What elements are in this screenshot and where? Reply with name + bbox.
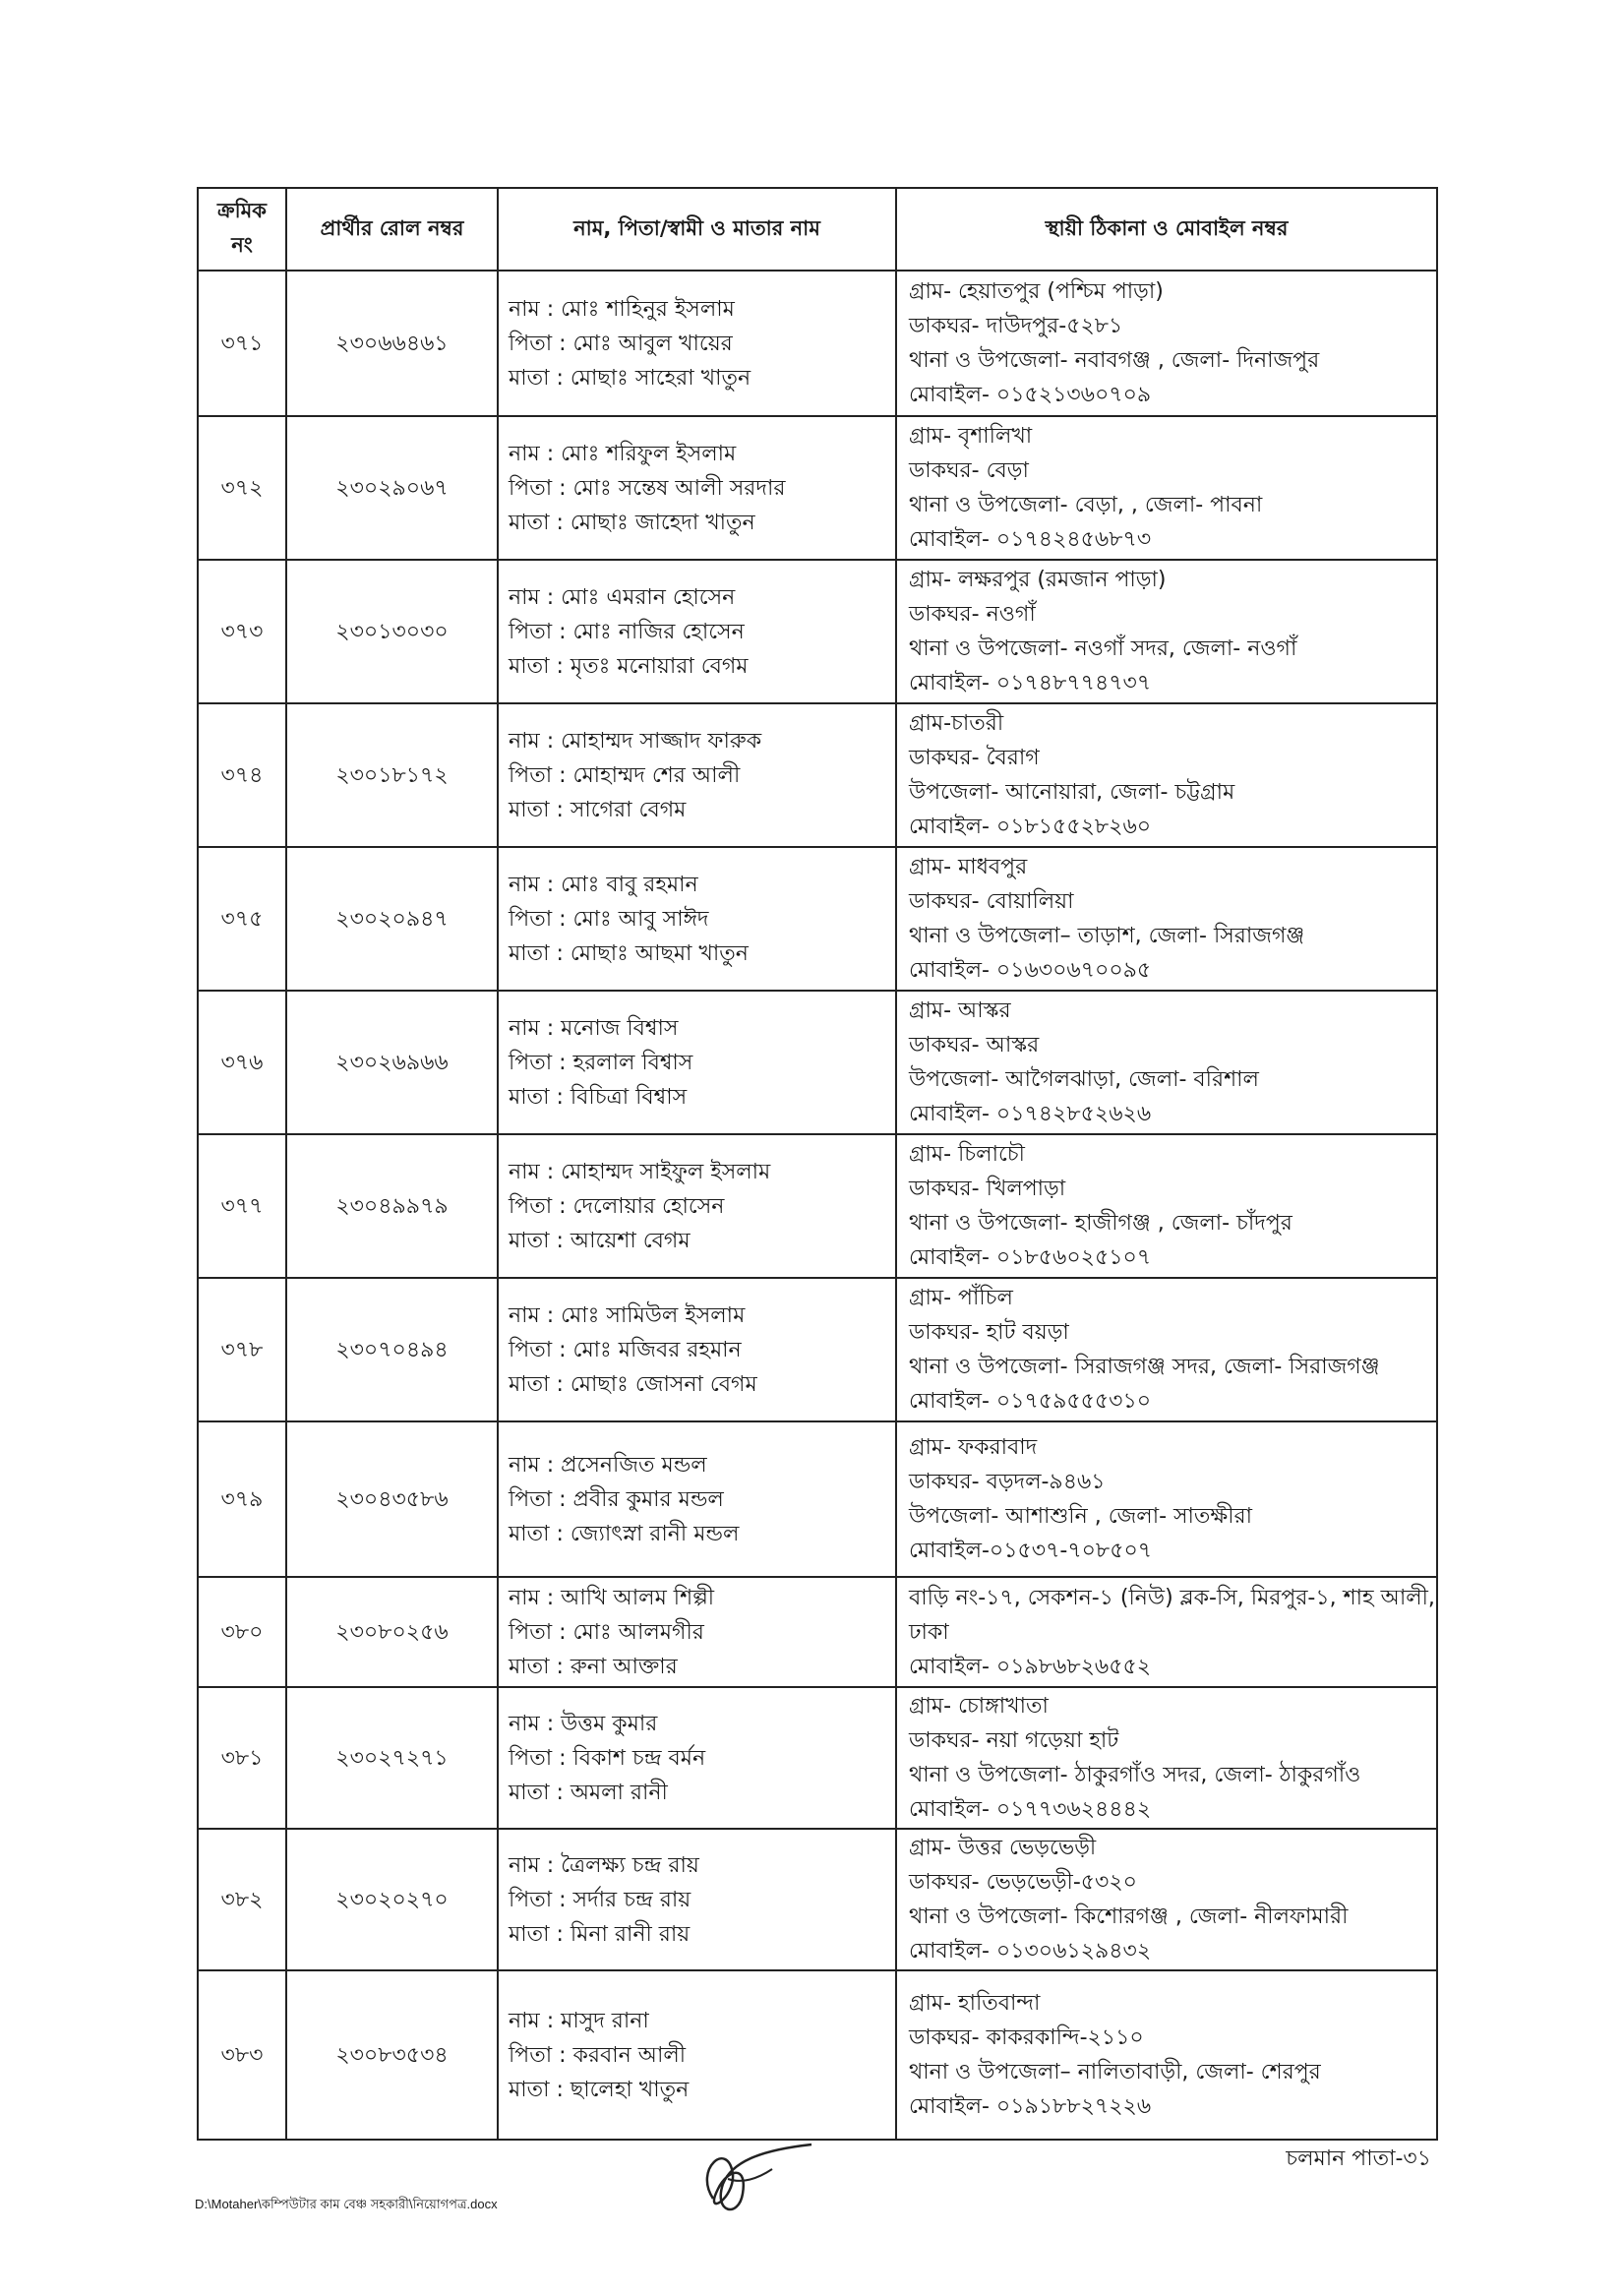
mother-name: মাতা : অমলা রানী xyxy=(509,1780,668,1805)
address-line: ডাকঘর- দাউদপুর-৫২৮১ xyxy=(909,314,1123,338)
address-line: থানা ও উপজেলা- ঠাকুরগাঁও সদর, জেলা- ঠাকুরগাঁও xyxy=(909,1763,1361,1787)
candidate-name: নাম : মনোজ বিশ্বাস xyxy=(509,1015,679,1041)
candidate-name: নাম : মোঃ শরিফুল ইসলাম xyxy=(509,441,737,466)
roll-number-cell: ২৩০১৩০৩০ xyxy=(286,560,498,703)
file-path-footer: D:\Motaher\কম্পিউটার কাম বেঞ্চ সহকারী\নিয়োগপত্র.docx xyxy=(195,2197,498,2211)
address-line: গ্রাম- ফকরাবাদ xyxy=(909,1435,1038,1460)
father-name: পিতা : মোহাম্মদ শের আলী xyxy=(509,762,741,788)
signature-mark xyxy=(674,2130,831,2228)
address-line: থানা ও উপজেলা- নওগাঁ সদর, জেলা- নওগাঁ xyxy=(909,636,1297,661)
address-cell xyxy=(896,1134,1437,1278)
serial-cell: ৩৮৩ xyxy=(198,1970,286,2140)
address-line: উপজেলা- আগৈলঝাড়া, জেলা- বরিশাল xyxy=(909,1067,1259,1092)
address-line: মোবাইল- ০১৯১৮৮২৭২২৬ xyxy=(909,2094,1152,2119)
table-row xyxy=(198,1687,1437,1829)
names-cell xyxy=(498,1421,896,1577)
address-line: ডাকঘর- খিলপাড়া xyxy=(909,1177,1066,1201)
father-name: পিতা : সর্দার চন্দ্র রায় xyxy=(509,1887,691,1912)
names-cell xyxy=(498,1829,896,1970)
address-cell xyxy=(896,560,1437,703)
address-cell xyxy=(896,416,1437,560)
address-line: গ্রাম- বৃশালিখা xyxy=(909,424,1033,449)
table-row xyxy=(198,991,1437,1134)
address-line: মোবাইল- ০১৭৪২৪৫৬৮৭৩ xyxy=(909,527,1152,552)
mother-name: মাতা : মোছাঃ সাহেরা খাতুন xyxy=(509,365,751,391)
address-line: মোবাইল- ০১৭৪২৮৫২৬২৬ xyxy=(909,1102,1152,1126)
candidate-name: নাম : মোঃ শাহিনুর ইসলাম xyxy=(509,296,735,322)
address-line: গ্রাম- লক্ষরপুর (রমজান পাড়া) xyxy=(909,568,1167,592)
roll-number-cell: ২৩০৬৬৪৬১ xyxy=(286,271,498,416)
father-name: পিতা : দেলোয়ার হোসেন xyxy=(509,1193,725,1219)
roll-number-cell: ২৩০২৭২৭১ xyxy=(286,1687,498,1829)
father-name: পিতা : মোঃ আবু সাঈদ xyxy=(509,906,709,932)
names-cell xyxy=(498,991,896,1134)
address-line: উপজেলা- আনোয়ারা, জেলা- চট্টগ্রাম xyxy=(909,780,1235,805)
table-row xyxy=(198,1134,1437,1278)
header-serial: ক্রমিক নং xyxy=(198,188,286,271)
address-cell xyxy=(896,1970,1437,2140)
address-cell xyxy=(896,1687,1437,1829)
address-cell xyxy=(896,1577,1437,1687)
address-line: ডাকঘর- নয়া গড়েয়া হাট xyxy=(909,1728,1119,1753)
table-row xyxy=(198,1421,1437,1577)
names-cell xyxy=(498,271,896,416)
address-line: বাড়ি নং-১৭, সেকশন-১ (নিউ) ব্লক-সি, মিরপুর-১, শাহ আলী, ঢাকা xyxy=(909,1585,1435,1645)
address-line: মোবাইল- ০১৭৭৩৬২৪৪৪২ xyxy=(909,1797,1152,1822)
address-line: থানা ও উপজেলা– তাড়াশ, জেলা- সিরাজগঞ্জ xyxy=(909,924,1305,948)
address-line: গ্রাম- হাতিবান্দা xyxy=(909,1991,1041,2016)
address-line: গ্রাম- আস্কর xyxy=(909,998,1011,1023)
address-cell xyxy=(896,1829,1437,1970)
father-name: পিতা : মোঃ মজিবর রহমান xyxy=(509,1337,742,1362)
address-line: ডাকঘর- বেড়া xyxy=(909,458,1029,483)
serial-cell: ৩৮০ xyxy=(198,1577,286,1687)
father-name: পিতা : মোঃ সন্তেষ আলী সরদার xyxy=(509,475,786,501)
names-cell xyxy=(498,703,896,847)
address-cell xyxy=(896,1278,1437,1421)
address-cell xyxy=(896,703,1437,847)
candidate-name: নাম : আখি আলম শিল্পী xyxy=(509,1585,715,1610)
roll-number-cell: ২৩০২০২৭০ xyxy=(286,1829,498,1970)
candidate-name: নাম : উত্তম কুমার xyxy=(509,1711,658,1736)
names-cell xyxy=(498,1687,896,1829)
address-line: মোবাইল- ০১৮১৫৫২৮২৬০ xyxy=(909,815,1152,839)
address-line: ডাকঘর- বড়দল-৯৪৬১ xyxy=(909,1470,1106,1494)
candidate-name: নাম : মোহাম্মদ সাজ্জাদ ফারুক xyxy=(509,728,762,754)
candidate-name: নাম : মোহাম্মদ সাইফুল ইসলাম xyxy=(509,1159,771,1184)
serial-cell: ৩৭৪ xyxy=(198,703,286,847)
table-body xyxy=(198,271,1437,2140)
address-line: ডাকঘর- বোয়ালিয়া xyxy=(909,889,1074,914)
roll-number-cell: ২৩০২৯০৬৭ xyxy=(286,416,498,560)
address-line: গ্রাম- মাধবপুর xyxy=(909,855,1028,879)
father-name: পিতা : হরলাল বিশ্বাস xyxy=(509,1050,693,1075)
mother-name: মাতা : রুনা আক্তার xyxy=(509,1654,678,1679)
serial-cell: ৩৭৬ xyxy=(198,991,286,1134)
names-cell xyxy=(498,1970,896,2140)
roll-number-cell: ২৩০৪৩৫৮৬ xyxy=(286,1421,498,1577)
address-line: থানা ও উপজেলা- বেড়া, , জেলা- পাবনা xyxy=(909,493,1263,517)
mother-name: মাতা : মোছাঃ জাহেদা খাতুন xyxy=(509,510,755,535)
names-cell xyxy=(498,1278,896,1421)
candidate-name: নাম : মোঃ এমরান হোসেন xyxy=(509,584,736,610)
candidate-name: নাম : মোঃ সামিউল ইসলাম xyxy=(509,1302,746,1328)
address-line: ডাকঘর- হাট বয়ড়া xyxy=(909,1320,1069,1345)
candidate-table xyxy=(197,187,1438,2141)
names-cell xyxy=(498,416,896,560)
roll-number-cell: ২৩০৮৩৫৩৪ xyxy=(286,1970,498,2140)
table-row xyxy=(198,1829,1437,1970)
address-line: থানা ও উপজেলা- সিরাজগঞ্জ সদর, জেলা- সিরাজগঞ্জ xyxy=(909,1355,1380,1379)
address-line: মোবাইল- ০১৬৩০৬৭০০৯৫ xyxy=(909,958,1152,983)
address-line: ডাকঘর- কাকরকান্দি-২১১০ xyxy=(909,2025,1144,2050)
candidate-name: নাম : মাসুদ রানা xyxy=(509,2008,649,2033)
address-line: থানা ও উপজেলা- নবাবগঞ্জ , জেলা- দিনাজপুর xyxy=(909,348,1320,373)
serial-cell: ৩৭৫ xyxy=(198,847,286,991)
father-name: পিতা : মোঃ আবুল খায়ের xyxy=(509,331,733,356)
candidate-name: নাম : ত্রৈলক্ষ্য চন্দ্র রায় xyxy=(509,1852,699,1878)
roll-number-cell: ২৩০৭০৪৯৪ xyxy=(286,1278,498,1421)
address-line: ডাকঘর- ভেড়ভেড়ী-৫৩২০ xyxy=(909,1870,1137,1895)
serial-cell: ৩৭১ xyxy=(198,271,286,416)
address-line: থানা ও উপজেলা– নালিতাবাড়ী, জেলা- শেরপুর xyxy=(909,2060,1321,2085)
mother-name: মাতা : মোছাঃ আছমা খাতুন xyxy=(509,940,749,966)
mother-name: মাতা : আয়েশা বেগম xyxy=(509,1228,691,1253)
page-continuation-label: চলমান পাতা-৩১ xyxy=(1286,2146,1431,2171)
address-line: থানা ও উপজেলা- হাজীগঞ্জ , জেলা- চাঁদপুর xyxy=(909,1211,1292,1236)
address-line: গ্রাম- পাঁচিল xyxy=(909,1286,1013,1310)
address-line: মোবাইল- ০১৭৪৮৭৭৪৭৩৭ xyxy=(909,671,1152,695)
father-name: পিতা : মোঃ নাজির হোসেন xyxy=(509,619,745,644)
table-header-row xyxy=(198,188,1437,271)
father-name: পিতা : বিকাশ চন্দ্র বর্মন xyxy=(509,1745,706,1771)
table-row xyxy=(198,416,1437,560)
address-cell xyxy=(896,991,1437,1134)
table-row xyxy=(198,703,1437,847)
address-line: মোবাইল- ০১৮৫৬০২৫১০৭ xyxy=(909,1245,1152,1270)
names-cell xyxy=(498,847,896,991)
header-names: নাম, পিতা/স্বামী ও মাতার নাম xyxy=(498,188,896,271)
mother-name: মাতা : বিচিত্রা বিশ্বাস xyxy=(509,1084,688,1110)
candidate-name: নাম : মোঃ বাবু রহমান xyxy=(509,872,698,897)
address-line: ডাকঘর- আস্কর xyxy=(909,1033,1040,1057)
candidate-name: নাম : প্রসেনজিত মন্ডল xyxy=(509,1452,707,1478)
serial-cell: ৩৮২ xyxy=(198,1829,286,1970)
names-cell xyxy=(498,1577,896,1687)
serial-cell: ৩৮১ xyxy=(198,1687,286,1829)
address-line: গ্রাম- উত্তর ভেড়ভেড়ী xyxy=(909,1836,1097,1860)
table-row xyxy=(198,560,1437,703)
roll-number-cell: ২৩০১৮১৭২ xyxy=(286,703,498,847)
address-line: ডাকঘর- বৈরাগ xyxy=(909,746,1040,770)
table-row xyxy=(198,1577,1437,1687)
address-line: উপজেলা- আশাশুনি , জেলা- সাতক্ষীরা xyxy=(909,1504,1253,1529)
serial-cell: ৩৭২ xyxy=(198,416,286,560)
table-row xyxy=(198,847,1437,991)
address-line: গ্রাম-চাতরী xyxy=(909,711,1004,736)
address-line: মোবাইল- ০১৭৫৯৫৫৫৩১০ xyxy=(909,1389,1152,1414)
address-line: মোবাইল- ০১৯৮৬৮২৬৫৫২ xyxy=(909,1654,1152,1679)
serial-cell: ৩৭৯ xyxy=(198,1421,286,1577)
father-name: পিতা : প্রবীর কুমার মন্ডল xyxy=(509,1486,724,1512)
table-row xyxy=(198,1278,1437,1421)
father-name: পিতা : মোঃ আলমগীর xyxy=(509,1619,704,1645)
header-roll: প্রার্থীর রোল নম্বর xyxy=(286,188,498,271)
serial-cell: ৩৭৮ xyxy=(198,1278,286,1421)
header-address: স্থায়ী ঠিকানা ও মোবাইল নম্বর xyxy=(896,188,1437,271)
roll-number-cell: ২৩০২৬৯৬৬ xyxy=(286,991,498,1134)
address-line: ডাকঘর- নওগাঁ xyxy=(909,602,1036,627)
table-row xyxy=(198,271,1437,416)
mother-name: মাতা : মিনা রানী রায় xyxy=(509,1921,691,1947)
mother-name: মাতা : মোছাঃ জোসনা বেগম xyxy=(509,1371,757,1397)
address-cell xyxy=(896,271,1437,416)
roll-number-cell: ২৩০২০৯৪৭ xyxy=(286,847,498,991)
mother-name: মাতা : জ্যোৎস্না রানী মন্ডল xyxy=(509,1521,740,1546)
mother-name: মাতা : ছালেহা খাতুন xyxy=(509,2077,690,2102)
address-cell xyxy=(896,847,1437,991)
address-line: গ্রাম- চোঙ্গাখাতা xyxy=(909,1694,1049,1719)
roll-number-cell: ২৩০৮০২৫৬ xyxy=(286,1577,498,1687)
address-line: গ্রাম- চিলাচৌ xyxy=(909,1142,1025,1167)
father-name: পিতা : করবান আলী xyxy=(509,2042,687,2068)
address-line: মোবাইল- ০১৫২১৩৬০৭০৯ xyxy=(909,383,1152,407)
mother-name: মাতা : মৃতঃ মনোয়ারা বেগম xyxy=(509,653,749,679)
roll-number-cell: ২৩০৪৯৯৭৯ xyxy=(286,1134,498,1278)
address-line: মোবাইল- ০১৩০৬১২৯৪৩২ xyxy=(909,1939,1152,1964)
names-cell xyxy=(498,560,896,703)
serial-cell: ৩৭৭ xyxy=(198,1134,286,1278)
serial-cell: ৩৭৩ xyxy=(198,560,286,703)
address-line: মোবাইল-০১৫৩৭-৭০৮৫০৭ xyxy=(909,1539,1153,1563)
address-line: গ্রাম- হেয়াতপুর (পশ্চিম পাড়া) xyxy=(909,279,1164,304)
address-line: থানা ও উপজেলা- কিশোরগঞ্জ , জেলা- নীলফামারী xyxy=(909,1904,1349,1929)
address-cell xyxy=(896,1421,1437,1577)
mother-name: মাতা : সাগেরা বেগম xyxy=(509,797,687,822)
names-cell xyxy=(498,1134,896,1278)
table-row xyxy=(198,1970,1437,2140)
